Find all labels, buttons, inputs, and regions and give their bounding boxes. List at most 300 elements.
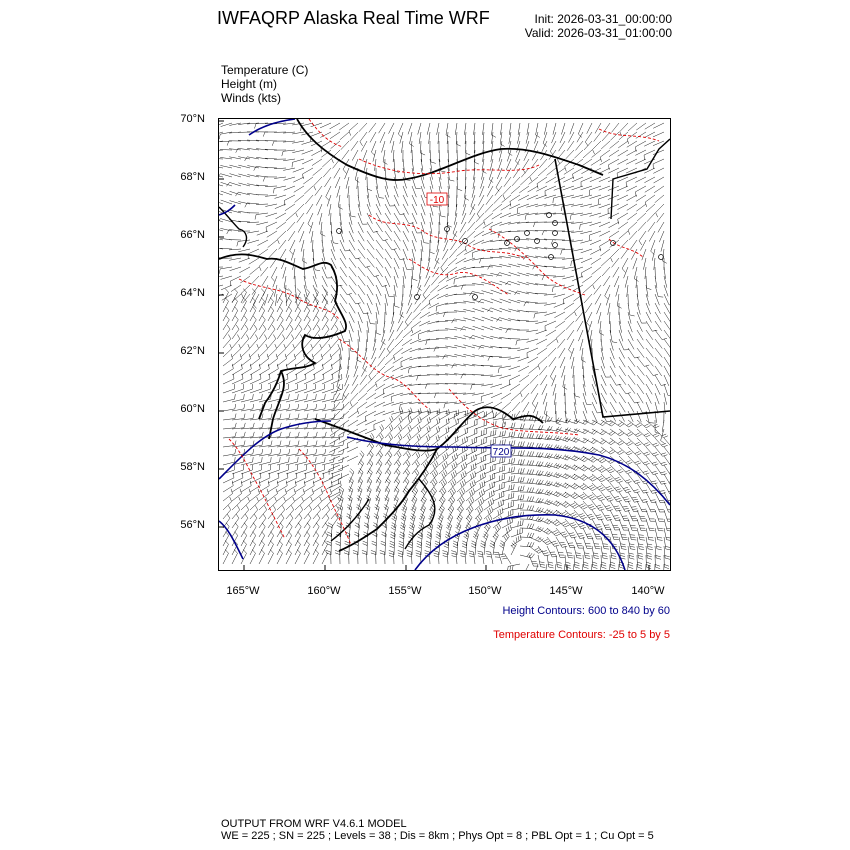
wind-barb-feather bbox=[289, 457, 290, 462]
wind-barb bbox=[412, 312, 421, 320]
wind-barb bbox=[274, 285, 277, 297]
wind-barb-feather bbox=[628, 462, 633, 464]
wind-barb bbox=[367, 276, 374, 286]
wind-barb-feather bbox=[416, 453, 418, 458]
wind-barb-feather bbox=[591, 458, 595, 461]
wind-barb-feather bbox=[523, 441, 524, 446]
wind-barb-feather bbox=[647, 556, 652, 557]
wind-barb-feather bbox=[306, 550, 309, 554]
wind-barb bbox=[251, 276, 259, 285]
wind-barb bbox=[383, 150, 385, 162]
wind-barb-feather bbox=[225, 541, 228, 545]
wind-barb bbox=[574, 537, 579, 548]
wind-barb bbox=[439, 431, 449, 438]
wind-barb bbox=[418, 123, 421, 135]
wind-barb-feather bbox=[580, 538, 585, 539]
wind-barb bbox=[402, 339, 412, 346]
wind-barb-feather bbox=[328, 525, 332, 527]
wind-barb bbox=[502, 480, 514, 483]
wind-barb bbox=[637, 213, 646, 221]
wind-barb bbox=[277, 527, 283, 537]
wind-barb-feather bbox=[459, 507, 462, 511]
height-contours bbox=[219, 119, 670, 570]
wind-barb bbox=[636, 123, 646, 130]
wind-barb-feather bbox=[521, 468, 522, 473]
wind-barb-feather bbox=[437, 452, 439, 457]
wind-barb bbox=[608, 213, 619, 218]
wind-barb-feather bbox=[253, 432, 254, 437]
wind-barb-feather bbox=[489, 501, 490, 506]
wind-barb-feather bbox=[273, 335, 275, 339]
wind-barb-feather bbox=[548, 564, 553, 565]
wind-barb-feather bbox=[636, 423, 640, 426]
wind-barb-feather bbox=[486, 525, 489, 529]
wind-barb bbox=[351, 384, 358, 394]
wind-barb bbox=[603, 276, 610, 286]
wind-barb bbox=[277, 311, 283, 322]
wind-barb-feather bbox=[600, 246, 601, 251]
wind-barb-feather bbox=[644, 433, 649, 435]
wind-barb bbox=[654, 186, 664, 193]
wind-barb-feather bbox=[593, 479, 597, 482]
wind-barb-feather bbox=[567, 553, 572, 554]
wind-barb-feather bbox=[235, 457, 236, 462]
wind-barb-feather bbox=[263, 325, 266, 329]
wind-barb-feather bbox=[527, 479, 529, 484]
wind-barb-feather bbox=[652, 462, 657, 464]
wind-barb bbox=[223, 329, 230, 339]
wind-barb-feather bbox=[629, 544, 634, 545]
wind-barb-feather bbox=[524, 302, 526, 306]
wind-barb-feather bbox=[426, 544, 431, 546]
wind-barb-feather bbox=[545, 509, 548, 513]
lon-label-165w: 165°W bbox=[226, 585, 260, 597]
wind-barb-feather bbox=[252, 541, 255, 545]
wind-barb bbox=[367, 213, 372, 224]
wind-barb-feather bbox=[593, 285, 595, 290]
wind-barb-feather bbox=[474, 455, 475, 460]
wind-barb-feather bbox=[371, 550, 376, 552]
wind-barb bbox=[578, 330, 583, 341]
wind-barb-feather bbox=[420, 509, 424, 512]
wind-barb-feather bbox=[547, 435, 550, 439]
wind-barb bbox=[466, 451, 477, 457]
wind-barb bbox=[232, 527, 238, 537]
wind-barb-feather bbox=[663, 436, 668, 438]
wind-barb-feather bbox=[309, 505, 311, 509]
wind-barb-feather bbox=[661, 441, 665, 444]
wind-barb bbox=[504, 177, 511, 187]
wind-barb-feather bbox=[532, 542, 534, 547]
wind-barb-feather bbox=[343, 394, 344, 399]
wind-barb-feather bbox=[633, 509, 638, 510]
wind-barb-feather bbox=[429, 426, 431, 431]
wind-barb-feather bbox=[492, 483, 493, 488]
wind-barb bbox=[339, 123, 349, 130]
wind-barb bbox=[655, 528, 658, 540]
wind-barb-feather bbox=[307, 432, 308, 437]
wind-barb bbox=[313, 389, 324, 393]
wind-barb bbox=[518, 204, 529, 208]
wind-barb bbox=[403, 330, 412, 338]
wind-barb-feather bbox=[335, 553, 340, 555]
wind-barb-feather bbox=[469, 492, 471, 497]
wind-barb-feather bbox=[415, 471, 418, 475]
wind-barb bbox=[597, 303, 602, 314]
wind-barb bbox=[582, 159, 592, 166]
wind-barb bbox=[560, 357, 565, 368]
wind-barb bbox=[334, 393, 340, 403]
wind-barb-feather bbox=[407, 453, 410, 457]
wind-barb-feather bbox=[491, 431, 492, 436]
wind-barb-feather bbox=[418, 452, 420, 457]
wind-barb-feather bbox=[336, 541, 341, 543]
wind-barb-feather bbox=[556, 427, 559, 431]
wind-barb-feather bbox=[380, 451, 383, 455]
wind-barb-feather bbox=[401, 416, 403, 421]
wind-barb bbox=[287, 222, 295, 231]
wind-barb-feather bbox=[606, 486, 611, 488]
wind-barb bbox=[448, 258, 457, 266]
wind-barb-feather bbox=[307, 523, 310, 527]
wind-barb bbox=[382, 141, 386, 153]
wind-barb-feather bbox=[615, 518, 620, 519]
wind-barb-feather bbox=[432, 482, 435, 486]
wind-barb-feather bbox=[416, 469, 419, 473]
wind-barb bbox=[637, 339, 644, 349]
wind-barb-feather bbox=[388, 453, 391, 457]
wind-barb bbox=[592, 438, 602, 444]
wind-barb bbox=[627, 204, 637, 210]
wind-barb-feather bbox=[453, 472, 455, 477]
wind-barb bbox=[473, 308, 484, 312]
wind-barb-feather bbox=[320, 344, 322, 349]
wind-barb bbox=[394, 249, 400, 260]
wind-barb bbox=[610, 141, 619, 149]
wind-barb bbox=[223, 478, 234, 483]
wind-barb-feather bbox=[443, 456, 445, 461]
wind-barb-feather bbox=[471, 457, 472, 462]
wind-barb-feather bbox=[468, 509, 471, 513]
wind-barb bbox=[275, 204, 286, 209]
wind-barb-feather bbox=[530, 461, 532, 466]
wind-barb bbox=[610, 348, 614, 359]
wind-barb-feather bbox=[237, 505, 239, 509]
wind-barb-feather bbox=[236, 148, 238, 152]
wind-barb bbox=[637, 393, 643, 403]
wind-barb bbox=[583, 150, 592, 158]
wind-barb-feather bbox=[371, 553, 376, 555]
wind-barb-feather bbox=[627, 482, 632, 484]
wind-barb bbox=[617, 186, 628, 191]
wind-barb bbox=[257, 240, 268, 246]
wind-barb-feather bbox=[232, 364, 233, 369]
wind-barb-feather bbox=[581, 496, 585, 498]
wind-barb-feather bbox=[420, 417, 422, 422]
wind-barb bbox=[463, 301, 475, 303]
wind-barb bbox=[296, 204, 304, 213]
wind-barb bbox=[219, 247, 223, 249]
temperature-contour-line bbox=[609, 239, 643, 257]
wind-barb-feather bbox=[271, 441, 272, 446]
wind-barb bbox=[303, 168, 313, 174]
wind-barb-feather bbox=[611, 258, 613, 263]
wind-barb-feather bbox=[427, 427, 429, 432]
wind-barb bbox=[366, 393, 376, 400]
wind-barb bbox=[585, 303, 592, 313]
wind-barb-feather bbox=[452, 364, 455, 368]
wind-barb-feather bbox=[336, 505, 338, 509]
wind-barb-feather bbox=[444, 546, 449, 548]
wind-barb-feather bbox=[437, 527, 441, 530]
wind-barb-feather bbox=[644, 365, 649, 366]
wind-barb bbox=[664, 465, 670, 475]
temp-contour-label: -10 bbox=[429, 195, 445, 206]
wind-barb-feather bbox=[380, 550, 385, 552]
wind-barb-feather bbox=[331, 481, 332, 486]
wind-barb bbox=[383, 384, 394, 389]
wind-barb bbox=[268, 349, 277, 357]
wind-barb-feather bbox=[298, 404, 299, 409]
wind-barb-feather bbox=[460, 553, 465, 554]
wind-barb bbox=[664, 330, 670, 340]
wind-barb bbox=[304, 186, 313, 194]
wind-barb bbox=[655, 456, 662, 466]
wind-barb bbox=[599, 195, 610, 199]
wind-barb-feather bbox=[451, 551, 456, 552]
wind-barb bbox=[539, 366, 547, 375]
wind-barb bbox=[293, 168, 304, 172]
wind-barb bbox=[316, 195, 322, 206]
wind-barb-feather bbox=[399, 544, 404, 546]
wind-barb bbox=[295, 544, 301, 555]
wind-barb-feather bbox=[502, 413, 503, 418]
wind-barb-feather bbox=[588, 495, 593, 497]
wind-barb-feather bbox=[275, 344, 277, 349]
wind-barb-feather bbox=[591, 468, 595, 471]
wind-barb-feather bbox=[627, 432, 631, 435]
wind-barb-feather bbox=[601, 562, 606, 564]
wind-barb-feather bbox=[561, 544, 566, 545]
wind-barb bbox=[617, 204, 628, 210]
wind-barb-feather bbox=[289, 432, 290, 437]
wind-barb bbox=[655, 357, 662, 367]
wind-barb-feather bbox=[563, 455, 566, 459]
temperature-contour-line bbox=[229, 439, 285, 539]
wind-barb-feather bbox=[537, 549, 541, 552]
wind-barb-feather bbox=[381, 544, 386, 546]
wind-barb-feather bbox=[527, 524, 529, 529]
wind-barb bbox=[394, 285, 396, 297]
wind-barb bbox=[365, 429, 376, 434]
wind-barb bbox=[618, 213, 628, 219]
wind-barb bbox=[397, 321, 403, 331]
wind-barb bbox=[493, 436, 505, 439]
wind-barb-feather bbox=[538, 508, 541, 512]
wind-barb bbox=[664, 285, 668, 296]
wind-barb-feather bbox=[253, 394, 254, 399]
wind-barb-feather bbox=[325, 441, 326, 446]
wind-barb bbox=[277, 359, 287, 366]
wind-barb-feather bbox=[660, 491, 665, 492]
wind-barb-feather bbox=[619, 452, 623, 455]
wind-barb bbox=[610, 357, 615, 368]
wind-barb-feather bbox=[635, 452, 640, 454]
wind-barb-feather bbox=[626, 442, 630, 445]
wind-barb bbox=[556, 501, 566, 508]
wind-barb-feather bbox=[272, 325, 275, 329]
wind-barb-feather bbox=[583, 562, 588, 564]
wind-barb-feather bbox=[619, 471, 624, 473]
wind-barb bbox=[309, 222, 313, 233]
wind-barb-feather bbox=[572, 514, 577, 516]
wind-barb bbox=[404, 321, 412, 330]
wind-barb-feather bbox=[288, 298, 291, 302]
wind-barb bbox=[239, 267, 250, 273]
wind-barb bbox=[637, 375, 644, 385]
wind-barb-feather bbox=[280, 457, 281, 462]
wind-barb bbox=[313, 535, 319, 546]
wind-barb-feather bbox=[591, 477, 595, 480]
wind-barb-feather bbox=[253, 523, 256, 527]
wind-barb-feather bbox=[452, 456, 453, 461]
wind-barb bbox=[627, 141, 637, 147]
wind-barb bbox=[466, 468, 476, 474]
wind-barb-feather bbox=[344, 553, 349, 555]
wind-barb-feather bbox=[458, 509, 461, 513]
wind-barb-feather bbox=[332, 159, 334, 164]
wind-barb-feather bbox=[408, 427, 410, 432]
wind-barb bbox=[268, 553, 274, 564]
wind-barb bbox=[322, 379, 333, 384]
wind-barb-feather bbox=[308, 224, 312, 228]
wind-barb-feather bbox=[604, 546, 609, 547]
wind-barb-feather bbox=[518, 469, 519, 474]
wind-barb-feather bbox=[226, 307, 229, 311]
wind-barb bbox=[592, 546, 594, 558]
wind-barb-feather bbox=[422, 498, 425, 502]
wind-barb bbox=[466, 433, 477, 438]
wind-barb-feather bbox=[582, 273, 583, 278]
wind-barb bbox=[277, 292, 283, 303]
wind-barb-feather bbox=[518, 451, 519, 456]
wind-barb bbox=[502, 506, 513, 510]
wind-barb-feather bbox=[399, 541, 404, 543]
wind-barb bbox=[241, 544, 247, 555]
wind-barb-feather bbox=[407, 460, 410, 464]
wind-barb-feather bbox=[253, 449, 254, 454]
wind-barb-feather bbox=[307, 316, 310, 320]
wind-barb-feather bbox=[474, 480, 476, 485]
wind-barb bbox=[626, 177, 637, 182]
wind-barb-feather bbox=[553, 198, 554, 203]
wind-barb-feather bbox=[296, 213, 298, 218]
wind-barb bbox=[577, 321, 583, 331]
wind-barb bbox=[454, 336, 466, 339]
wind-barb bbox=[271, 267, 277, 278]
wind-barb-feather bbox=[262, 523, 265, 527]
wind-barb bbox=[484, 417, 496, 420]
wind-barb bbox=[608, 168, 619, 173]
wind-barb bbox=[259, 292, 265, 303]
wind-barb-feather bbox=[461, 505, 464, 509]
wind-barb bbox=[664, 357, 670, 367]
calm-marker bbox=[553, 221, 558, 226]
wind-barb-feather bbox=[276, 489, 278, 494]
wind-barb bbox=[322, 478, 333, 483]
wind-barb bbox=[219, 158, 223, 159]
wind-barb bbox=[518, 273, 530, 276]
wind-barb-feather bbox=[591, 508, 596, 510]
wind-barb-feather bbox=[477, 214, 480, 218]
wind-barb-feather bbox=[379, 460, 382, 464]
wind-barb-feather bbox=[514, 449, 515, 454]
wind-barb bbox=[338, 474, 349, 479]
wind-barb-feather bbox=[562, 547, 567, 548]
wind-barb bbox=[349, 285, 356, 295]
wind-barb bbox=[220, 165, 232, 168]
wind-barb bbox=[219, 276, 223, 278]
wind-barb-feather bbox=[270, 298, 273, 302]
wind-barb bbox=[259, 535, 265, 546]
wind-barb-feather bbox=[613, 516, 618, 517]
wind-barb bbox=[636, 186, 647, 192]
wind-barb bbox=[286, 478, 297, 483]
wind-barb bbox=[645, 186, 655, 192]
wind-barb-feather bbox=[307, 449, 308, 454]
wind-barb-feather bbox=[254, 514, 257, 518]
wind-barb-feather bbox=[252, 550, 255, 554]
wind-barb-feather bbox=[411, 408, 413, 413]
wind-barb-feather bbox=[262, 316, 265, 320]
wind-barb-feather bbox=[464, 536, 468, 539]
wind-barb-feather bbox=[389, 435, 391, 439]
wind-barb bbox=[266, 213, 277, 217]
wind-barb bbox=[523, 402, 529, 412]
wind-barb bbox=[265, 204, 277, 207]
wind-barb-feather bbox=[489, 493, 490, 498]
wind-barb bbox=[354, 366, 358, 377]
wind-barb-feather bbox=[360, 142, 363, 146]
wind-barb-feather bbox=[530, 424, 532, 429]
wind-barb bbox=[303, 177, 313, 184]
wind-barb bbox=[635, 150, 646, 155]
wind-barb-feather bbox=[425, 551, 430, 553]
wind-barb-feather bbox=[408, 418, 410, 423]
wind-barb-feather bbox=[458, 516, 461, 520]
wind-barb bbox=[628, 483, 635, 493]
wind-barb-feather bbox=[610, 562, 615, 564]
wind-barb-feather bbox=[589, 516, 594, 517]
wind-barb bbox=[664, 393, 667, 405]
wind-barb-feather bbox=[418, 409, 419, 414]
wind-barb-feather bbox=[245, 325, 248, 329]
wind-barb bbox=[609, 231, 619, 238]
wind-barb bbox=[419, 132, 421, 144]
wind-barb-feather bbox=[413, 489, 416, 493]
wind-barb bbox=[338, 465, 349, 470]
wind-barb-feather bbox=[498, 233, 499, 238]
wind-barb bbox=[412, 222, 417, 233]
wind-barb bbox=[628, 537, 630, 549]
wind-barb-feather bbox=[437, 419, 438, 424]
wind-barb-feather bbox=[442, 496, 445, 500]
wind-barb-feather bbox=[271, 523, 274, 527]
wind-barb bbox=[379, 123, 385, 133]
wind-barb-feather bbox=[377, 471, 380, 475]
wind-barb-feather bbox=[289, 449, 290, 454]
wind-barb bbox=[628, 501, 634, 512]
